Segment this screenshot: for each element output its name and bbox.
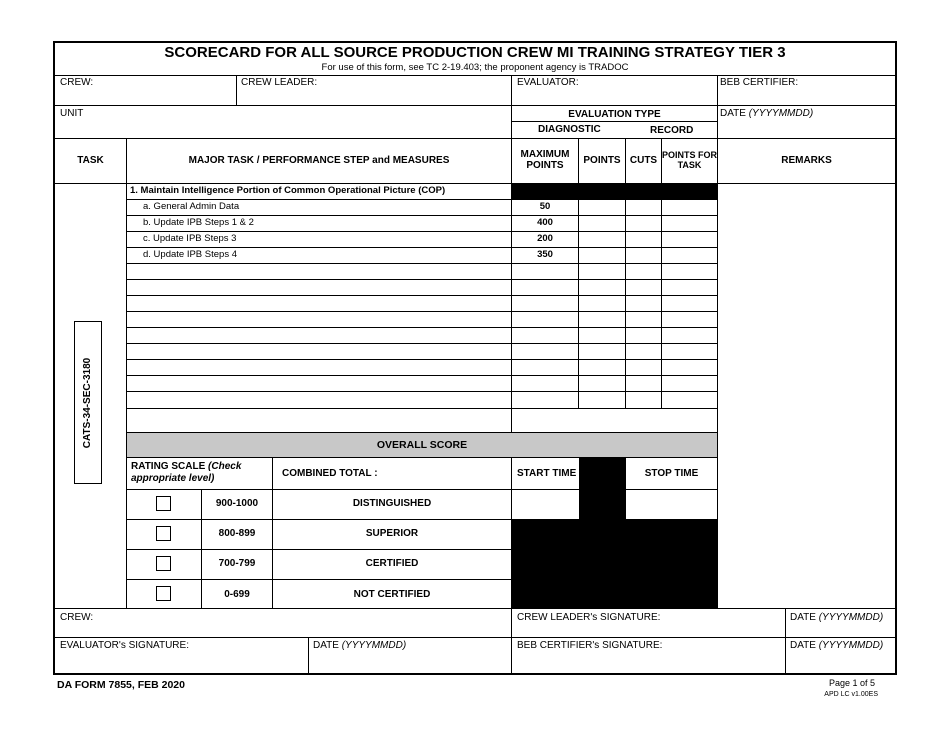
step-a-points-input[interactable] xyxy=(579,200,625,215)
evaluator-signature-field[interactable] xyxy=(60,653,302,671)
cuts-column-header: CUTS xyxy=(629,155,658,166)
step-b-max-points: 400 xyxy=(537,217,553,228)
beb-certifier-signature-field[interactable] xyxy=(517,653,779,671)
start-time-input[interactable] xyxy=(513,491,577,517)
step-c-points-input[interactable] xyxy=(579,232,625,247)
crew-leader-signature-field[interactable] xyxy=(517,624,779,636)
beb-certifier-date-label: DATE (YYYYMMDD) xyxy=(790,640,884,651)
major-task-column-header: MAJOR TASK / PERFORMANCE STEP and MEASURES xyxy=(188,155,450,166)
unit-field[interactable] xyxy=(60,120,505,136)
step-c-label: c. Update IPB Steps 3 xyxy=(143,233,237,244)
certified-checkbox[interactable] xyxy=(156,556,171,571)
unit-label: UNIT xyxy=(60,108,84,119)
crew-leader-signature-label: CREW LEADER's SIGNATURE: xyxy=(517,612,661,623)
step-c-max-points: 200 xyxy=(537,233,553,244)
crew-field[interactable] xyxy=(60,90,235,104)
points-column-header: POINTS xyxy=(583,155,621,166)
step-b-points-input[interactable] xyxy=(579,216,625,231)
task-heading-shaded-cell xyxy=(512,184,717,199)
date-label: DATE (YYYYMMDD) xyxy=(720,108,814,119)
evaluator-date-label: DATE (YYYYMMDD) xyxy=(313,640,407,651)
crew-leader-date-label: DATE (YYYYMMDD) xyxy=(790,612,884,623)
step-d-points-input[interactable] xyxy=(579,248,625,263)
certified-range: 700-799 xyxy=(218,558,256,569)
bottom-crew-label: CREW: xyxy=(60,612,94,623)
time-shaded-block xyxy=(512,519,717,608)
evaluator-signature-label: EVALUATOR's SIGNATURE: xyxy=(60,640,189,651)
diagnostic-option[interactable]: DIAGNOSTIC xyxy=(538,124,601,135)
points-for-task-header-line2: TASK xyxy=(677,160,702,170)
form-identifier: DA FORM 7855, FEB 2020 xyxy=(57,679,185,691)
rating-scale-label: RATING SCALE (Check xyxy=(131,461,242,472)
step-a-label: a. General Admin Data xyxy=(143,201,240,212)
crew-leader-date-field[interactable] xyxy=(790,624,892,636)
superior-range: 800-899 xyxy=(218,528,256,539)
task-code: CATS-34-SEC-3180 xyxy=(82,357,93,449)
distinguished-checkbox[interactable] xyxy=(156,496,171,511)
max-points-header-line1: MAXIMUM xyxy=(520,149,570,160)
remarks-column-header: REMARKS xyxy=(781,155,832,166)
not-certified-range: 0-699 xyxy=(224,589,250,600)
overall-score-label: OVERALL SCORE xyxy=(376,439,468,451)
stop-time-label: STOP TIME xyxy=(644,468,699,479)
points-for-task-header-line1: POINTS FOR xyxy=(662,150,718,160)
crew-leader-field[interactable] xyxy=(241,90,506,104)
task-column-header: TASK xyxy=(77,155,104,166)
form-subtitle: For use of this form, see TC 2-19.403; the proponent agency is TRADOC xyxy=(321,62,629,73)
stop-time-input[interactable] xyxy=(627,491,715,517)
date-field[interactable] xyxy=(720,120,890,136)
superior-checkbox[interactable] xyxy=(156,526,171,541)
not-certified-label: NOT CERTIFIED xyxy=(353,589,431,600)
evaluator-field[interactable] xyxy=(517,90,712,104)
beb-certifier-signature-label: BEB CERTIFIER's SIGNATURE: xyxy=(517,640,663,651)
bottom-crew-field[interactable] xyxy=(60,624,505,636)
distinguished-label: DISTINGUISHED xyxy=(352,498,432,509)
step-b-label: b. Update IPB Steps 1 & 2 xyxy=(143,217,254,228)
task-heading: 1. Maintain Intelligence Portion of Common Operational Picture (COP) xyxy=(130,185,446,196)
max-points-header-line2: POINTS xyxy=(526,160,564,171)
beb-certifier-label: BEB CERTIFIER: xyxy=(720,77,799,88)
evaluation-type-label: EVALUATION TYPE xyxy=(568,109,661,120)
step-a-max-points: 50 xyxy=(539,201,551,212)
evaluator-date-field[interactable] xyxy=(313,653,505,671)
evaluator-label: EVALUATOR: xyxy=(517,77,579,88)
step-d-max-points: 350 xyxy=(537,249,553,260)
combined-total-label: COMBINED TOTAL : xyxy=(282,468,378,479)
record-option[interactable]: RECORD xyxy=(650,125,694,136)
form-title: SCORECARD FOR ALL SOURCE PRODUCTION CREW MI TRAINING STRATEGY TIER 3 xyxy=(164,44,786,61)
beb-certifier-field[interactable] xyxy=(720,90,890,104)
page-number: Page 1 of 5 xyxy=(828,678,875,688)
version-label: APD LC v1.00ES xyxy=(824,691,878,698)
crew-leader-label: CREW LEADER: xyxy=(241,77,318,88)
not-certified-checkbox[interactable] xyxy=(156,586,171,601)
crew-label: CREW: xyxy=(60,77,94,88)
step-d-label: d. Update IPB Steps 4 xyxy=(143,249,238,260)
superior-label: SUPERIOR xyxy=(365,528,419,539)
distinguished-range: 900-1000 xyxy=(215,498,259,509)
rating-scale-note: appropriate level) xyxy=(131,473,215,484)
beb-certifier-date-field[interactable] xyxy=(790,653,892,671)
certified-label: CERTIFIED xyxy=(365,558,419,569)
start-time-label: START TIME xyxy=(517,468,577,479)
